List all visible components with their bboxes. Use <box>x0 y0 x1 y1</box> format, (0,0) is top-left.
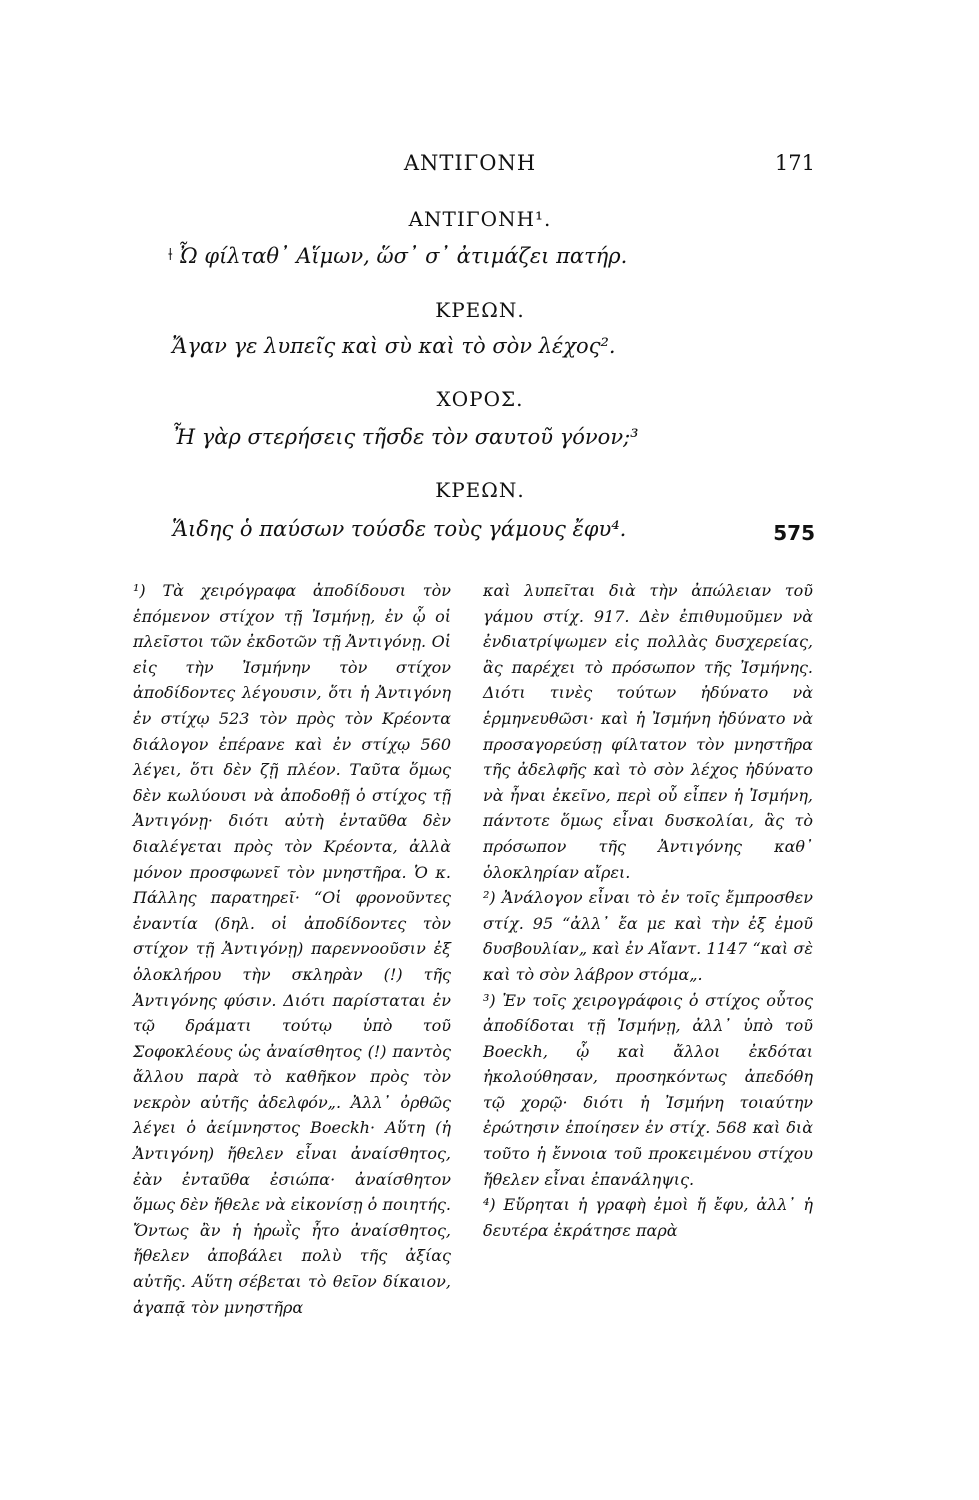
verse-line-1: Ὦ φίλταθ᾽ Αἵμων, ὥσ᾽ σ᾽ ἀτιμάζει πατήρ. <box>178 244 628 268</box>
verse-line-3: Ἦ γὰρ στερήσεις τῆσδε τὸν σαυτοῦ γόνον;³ <box>172 425 639 449</box>
verse-line-2: Ἄγαν γε λυπεῖς καὶ σὺ καὶ τὸ σὸν λέχος². <box>172 334 616 358</box>
footnote-4: ⁴) Εὕρηται ἡ γραφὴ ἐμοὶ ἤ ἔφυ, ἀλλ᾽ ἡ δευτέρα ἐκράτησε παρὰ <box>483 1195 813 1240</box>
margin-mark: ⟊ <box>168 244 173 265</box>
footnote-3: ³) Ἐν τοῖς χειρογράφοις ὁ στίχος οὗτος ἀποδίδοται τῇ Ἰσμήνῃ, ἀλλ᾽ ὑπὸ τοῦ Boeckh, ᾧ καὶ ἄλλοι ἐκδόται ἠκολούθησαν, προσηκόντως ἀπεδόθη τῷ χορῷ· διότι ἡ Ἰσμήνη τοιαύτην ἐρώτησιν ἐποίησεν ἐν στίχ. 568 καὶ διὰ τοῦτο ἡ ἔννοια τοῦ προκειμένου στίχου ἤθελεν εἶναι ἐπανάληψις. <box>483 990 813 1189</box>
running-title: ΑΝΤΙΓΟΝΗ <box>403 151 537 175</box>
footnote-1: ¹) Τὰ χειρόγραφα ἀποδίδουσι τὸν ἑπόμενον στίχον τῇ Ἰσμήνῃ, ἐν ᾧ οἱ πλεῖστοι τῶν ἐκδοτῶν τῇ Ἀντιγόνῃ. Οἱ εἰς τὴν Ἰσμήνην τὸν στίχον ἀποδίδοντες λέγουσιν, ὅτι ἡ Ἀντιγόνη ἐν στίχῳ 523 τὸν πρὸς τὸν Κρέοντα διάλογον ἐπέρανε καὶ ἐν στίχῳ 560 λέγει, ὅτι δὲν ζῇ πλέον. Ταῦτα ὅμως δὲν κωλύουσι νὰ ἀποδοθῇ ὁ στίχος τῇ Ἀντιγόνῃ· διότι αὐτὴ ἐνταῦθα δὲν διαλέγεται πρὸς τὸν Κρέοντα, ἀλλὰ μόνον προσφωνεῖ τὸν μνηστῆρα. Ὁ κ. Πάλλης παρατηρεῖ· “Οἱ φρονοῦντες ἐναντία (δηλ. οἱ ἀποδίδοντες τὸν στίχον τῇ Ἀντιγόνῃ) παρεννοοῦσιν ἐξ ὁλοκλήρου τὴν σκληρὰν (!) τῆς Ἀντιγόνης φύσιν. Διότι παρίσταται ἐν τῷ δράματι τούτῳ ὑπὸ τοῦ Σοφοκλέους ὡς ἀναίσθητος (!) παντὸς ἄλλου παρὰ τὸ καθῆκον πρὸς τὸν νεκρὸν αὐτῆς ἀδελφόν„. Ἀλλ᾽ ὀρθῶς λέγει ὁ ἀείμνηστος Boeckh· Αὕτη (ἡ Ἀντιγόνη) ἤθελεν εἶναι ἀναίσθητος, ἐὰν ἐνταῦθα ἐσιώπα· ἀναίσθητον ὅμως δὲν ἤθελε νὰ εἰκονίσῃ ὁ ποιητής. Ὄντως ἂν ἡ ἡρωῒς ἦτο ἀναίσθητος, ἤθελεν ἀποβάλει πολὺ τῆς ἀξίας αὐτῆς. Αὕτη σέβεται τὸ θεῖον δίκαιον, ἀγαπᾷ τὸν μνηστῆρα <box>133 581 451 1317</box>
speaker-creon-1: ΚΡΕΩΝ. <box>435 298 525 322</box>
verse-line-4: Ἅιδης ὁ παύσων τούσδε τοὺς γάμους ἔφυ⁴. <box>172 517 627 541</box>
footnotes-right-column <box>483 578 813 1243</box>
footnotes-left-column <box>133 578 451 1320</box>
speaker-antigone: ΑΝΤΙΓΟΝΗ¹. <box>408 207 552 231</box>
footnote-2: ²) Ἀνάλογον εἶναι τὸ ἐν τοῖς ἔμπροσθεν στίχ. 95 “ἀλλ᾽ ἔα με καὶ τὴν ἐξ ἐμοῦ δυσβουλίαν„ καὶ ἐν Αἴαντ. 1147 “καὶ σὲ καὶ τὸ σὸν λάβρον στόμα„. <box>483 888 813 984</box>
footnote-1-continued: καὶ λυπεῖται διὰ τὴν ἀπώλειαν τοῦ γάμου στίχ. 917. Δὲν ἐπιθυμοῦμεν νὰ ἐνδιατρίψωμεν εἰς πολλὰς δυσχερείας, ἃς παρέχει τὸ πρόσωπον τῆς Ἰσμήνης. Διότι τινὲς τούτων ἠδύνατο νὰ ἑρμηνευθῶσι· καὶ ἡ Ἰσμήνη ἠδύνατο νὰ προσαγορεύσῃ φίλτατον τὸν μνηστῆρα τῆς ἀδελφῆς καὶ τὸ σὸν λέχος ἠδύνατο νὰ ἦναι ἐκεῖνο, περὶ οὗ εἶπεν ἡ Ἰσμήνη, πάντοτε ὅμως εἶναι δυσκολίαι, ἃς τὸ πρόσωπον τῆς Ἀντιγόνης καθ᾽ ὁλοκληρίαν αἴρει. <box>483 581 813 882</box>
verse-line-number: 575 <box>773 521 815 545</box>
page-number: 171 <box>774 151 815 175</box>
speaker-chorus: ΧΟΡΟΣ. <box>436 387 524 411</box>
speaker-creon-2: ΚΡΕΩΝ. <box>435 478 525 502</box>
